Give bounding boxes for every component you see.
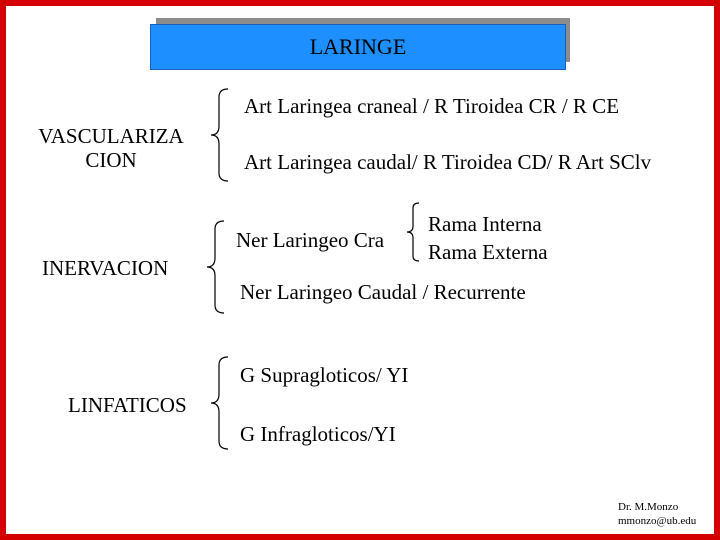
vascularizacion-label-line2: CION (85, 148, 137, 173)
vascularizacion-label-line1: VASCULARIZA (38, 124, 184, 148)
linfaticos-item-2: G Infragloticos/YI (240, 422, 396, 446)
slide-title: LARINGE (309, 34, 407, 59)
author-email: mmonzo@ub.edu (618, 515, 697, 528)
inervacion-craneal: Ner Laringeo Cra (236, 228, 385, 252)
author-name: Dr. M.Monzo (618, 501, 679, 513)
inervacion-caudal: Ner Laringeo Caudal / Recurrente (240, 280, 526, 304)
linfaticos-item-1: G Supragloticos/ YI (240, 363, 409, 387)
vascularizacion-item-1: Art Laringea craneal / R Tiroidea CR / R CE (244, 94, 620, 118)
inervacion-brace (202, 220, 228, 314)
linfaticos-label: LINFATICOS (68, 393, 187, 417)
vascularizacion-brace (206, 88, 232, 182)
rama-interna: Rama Interna (428, 212, 542, 236)
title-box (150, 24, 566, 70)
ramas-brace (402, 202, 422, 262)
vascularizacion-label (24, 124, 198, 172)
vascularizacion-item-2: Art Laringea caudal/ R Tiroidea CD/ R Art SClv (244, 150, 652, 174)
rama-externa: Rama Externa (428, 240, 548, 264)
author-credit (618, 500, 696, 529)
inervacion-label: INERVACION (42, 256, 169, 280)
linfaticos-brace (206, 356, 232, 450)
